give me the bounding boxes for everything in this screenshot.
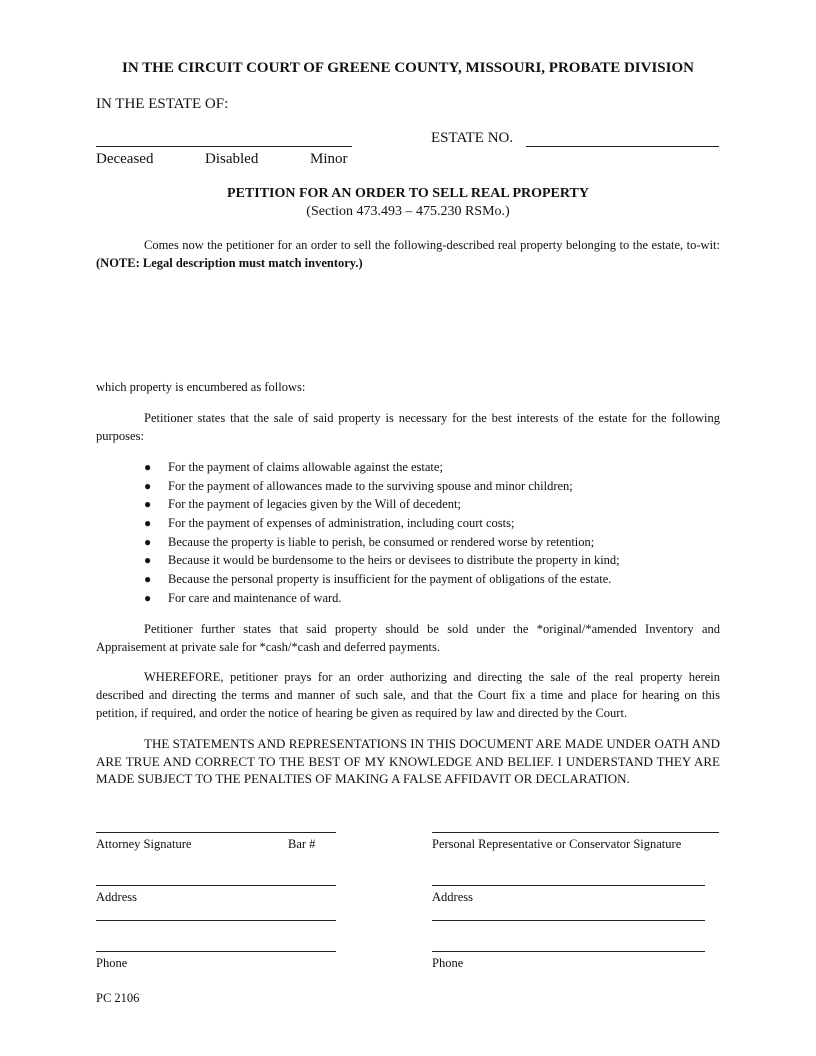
estate-no-line[interactable] <box>526 146 719 147</box>
list-item: ● For the payment of allowances made to the surviving spouse and minor children; <box>144 477 720 496</box>
rep-phone-label: Phone <box>432 956 464 970</box>
attorney-phone-line[interactable] <box>96 951 336 952</box>
list-item: ● Because the personal property is insufficient for the payment of obligations of the estate. <box>144 570 720 589</box>
bullet-icon: ● <box>144 553 152 568</box>
form-code: PC 2106 <box>96 991 140 1005</box>
rep-address-line-1[interactable] <box>432 885 705 886</box>
attorney-signature-line[interactable] <box>96 832 336 833</box>
estate-of-label: IN THE ESTATE OF: <box>96 96 229 112</box>
intro-text: Comes now the petitioner for an order to sell the following-described real property belonging to the estate, to-wit: <box>144 238 720 252</box>
bullet-icon: ● <box>144 497 152 512</box>
rep-address-label: Address <box>432 890 473 904</box>
legal-description-note: (NOTE: Legal description must match inventory.) <box>96 256 363 270</box>
attorney-address-line-2[interactable] <box>96 920 336 921</box>
status-deceased: Deceased <box>96 151 154 167</box>
oath-statement: THE STATEMENTS AND REPRESENTATIONS IN THIS DOCUMENT ARE MADE UNDER OATH AND ARE TRUE AND CORRECT TO THE BEST OF MY KNOWLEDGE AND BELIEF. I UNDERSTAND THEY ARE MADE SUBJECT TO THE PENALTIES OF MAKING A FALSE AFFIDAVIT OR DECLARATION. <box>96 736 720 786</box>
petition-statute: (Section 473.493 – 475.230 RSMo.) <box>306 204 510 219</box>
purposes-list <box>144 458 720 608</box>
court-heading: IN THE CIRCUIT COURT OF GREENE COUNTY, MISSOURI, PROBATE DIVISION <box>122 60 694 76</box>
attorney-address-line-1[interactable] <box>96 885 336 886</box>
status-disabled: Disabled <box>205 151 259 167</box>
attorney-address-label: Address <box>96 890 137 904</box>
attorney-signature-label: Attorney Signature <box>96 837 192 851</box>
bullet-icon: ● <box>144 590 152 605</box>
rep-signature-line[interactable] <box>432 832 719 833</box>
encumbered-text: which property is encumbered as follows: <box>96 380 306 394</box>
bullet-icon: ● <box>144 516 152 531</box>
list-item: ● Because the property is liable to perish, be consumed or rendered worse by retention; <box>144 533 720 552</box>
rep-address-line-2[interactable] <box>432 920 705 921</box>
list-item: ● Because it would be burdensome to the heirs or devisees to distribute the property in kind; <box>144 551 720 570</box>
list-item: ● For the payment of expenses of administration, including court costs; <box>144 514 720 533</box>
rep-signature-label: Personal Representative or Conservator Signature <box>432 837 682 851</box>
estate-no-label: ESTATE NO. <box>431 130 514 146</box>
list-item: ● For care and maintenance of ward. <box>144 589 720 608</box>
bullet-icon: ● <box>144 478 152 493</box>
bar-number-label: Bar # <box>288 837 316 851</box>
bullet-icon: ● <box>144 460 152 474</box>
wherefore-paragraph: WHEREFORE, petitioner prays for an order authorizing and directing the sale of the real property herein described and directing the terms and manner of such sale, and that the Court fix a time and place for hearing on this petition, if required, and order the notice of hearing be given as required by law and directed by the Court. <box>96 670 720 720</box>
purposes-intro: Petitioner states that the sale of said property is necessary for the best interests of the estate for the following purposes: <box>96 411 720 443</box>
bullet-icon: ● <box>144 572 152 587</box>
list-item: ● For the payment of claims allowable against the estate; <box>144 458 720 477</box>
intro-paragraph <box>96 236 720 272</box>
bullet-icon: ● <box>144 534 152 549</box>
rep-phone-line[interactable] <box>432 951 705 952</box>
petition-title: PETITION FOR AN ORDER TO SELL REAL PROPERTY <box>227 186 589 201</box>
sale-terms-paragraph: Petitioner further states that said property should be sold under the *original/*amended Inventory and Appraisement at private sale for *cash/*cash and deferred payments. <box>96 622 720 654</box>
list-item: ● For the payment of legacies given by the Will of decedent; <box>144 495 720 514</box>
status-minor: Minor <box>310 151 348 167</box>
attorney-phone-label: Phone <box>96 956 128 970</box>
estate-name-line[interactable] <box>96 146 352 147</box>
